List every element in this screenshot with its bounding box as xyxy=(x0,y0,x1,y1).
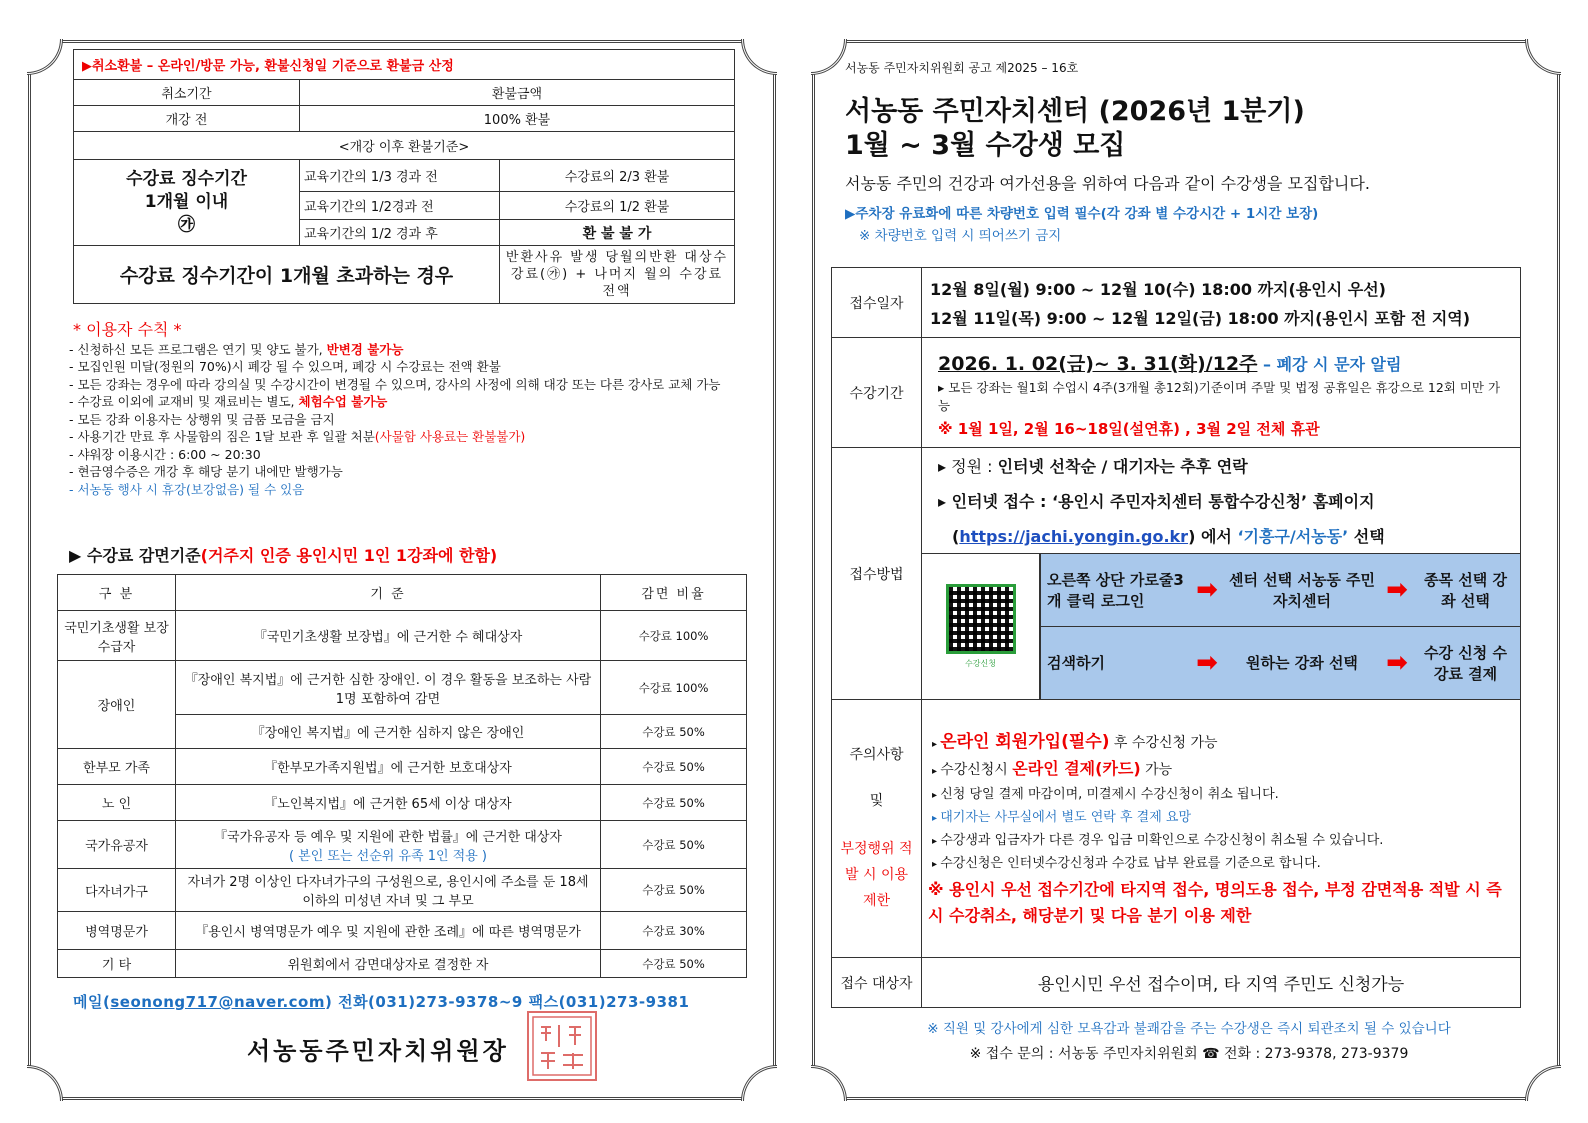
refund-header: ▶취소환불 – 온라인/방문 가능, 환불신청일 기준으로 환불금 산정 xyxy=(74,50,735,80)
step-pay: 수강 신청 수강료 결제 xyxy=(1424,643,1507,683)
target-value: 용인시민 우선 접수이며, 타 지역 주민도 신청가능 xyxy=(922,958,1521,1008)
inquiry-line: ※ 접수 문의 : 서농동 주민자치위원회 ☎ 전화 : 273-9378, 273-9379 xyxy=(969,1046,1409,1062)
refund-row-period: 교육기간의 1/2경과 전 xyxy=(300,192,500,220)
table-row: 국민기초생활 보장수급자 『국민기초생활 보장법』에 근거한 수 혜대상자 수강료 100% xyxy=(58,611,747,661)
table-row: 한부모 가족 『한부모가족지원법』에 근거한 보호대상자 수강료 50% xyxy=(58,749,747,785)
caution-item: ▸ 신청 당일 결제 마감이며, 미결제시 수강신청이 취소 됩니다. xyxy=(922,781,1520,804)
list-item: - 서농동 행사 시 휴강(보강없음) 될 수 있음 xyxy=(65,481,745,499)
discount-title: ▶ 수강료 감면기준(거주지 인증 용인시민 1인 1강좌에 한함) xyxy=(69,546,498,565)
reception-line-1: 12월 8일(월) 9:00 ~ 12월 10(수) 18:00 까지(용인시 우선) xyxy=(930,279,1386,299)
website-link[interactable]: https://jachi.yongin.go.kr xyxy=(959,527,1189,546)
page-title: 서농동 주민자치센터 (2026년 1분기) 1월 ~ 3월 수강생 모집 xyxy=(845,96,1305,161)
table-row: 병역명문가 『용인시 병역명문가 예우 및 지원에 관한 조례』에 따른 병역명문가 수강료 30% xyxy=(58,912,747,950)
step-row xyxy=(1041,554,1520,627)
reception-line-2: 12월 11일(목) 9:00 ~ 12월 12일(금) 18:00 까지(용인시 포함 전 지역) xyxy=(930,308,1471,328)
list-item: - 신청하신 모든 프로그램은 연기 및 양도 불가, 반변경 불가능 xyxy=(65,341,745,359)
refund-row-value: 수강료의 2/3 환불 xyxy=(500,160,735,192)
web-line: ▸ 인터넷 접수 : ‘용인시 주민자치센터 통합수강신청’ 홈페이지 xyxy=(938,492,1375,511)
period-note: ▸ 모든 강좌는 월1회 수업시 4주(3개월 총12회)기준이며 주말 및 법정 공휴일은 휴강으로 12회 미만 가능 xyxy=(938,379,1501,413)
caution-item: ▸ 수강신청은 인터넷수강신청과 수강료 납부 완료를 기준으로 합니다. xyxy=(922,850,1520,873)
caution-item: ▸ 수강생과 입금자가 다른 경우 입금 미확인으로 수강신청이 취소될 수 있습니다. xyxy=(922,827,1520,850)
method-label: 접수방법 xyxy=(832,448,922,700)
user-rules xyxy=(65,321,745,498)
refund-row-period: 교육기간의 1/3 경과 전 xyxy=(300,160,500,192)
info-table xyxy=(831,267,1521,1008)
over-month-value: 반환사유 발생 당월의반환 대상수강료(㉮) + 나머지 월의 수강료 전액 xyxy=(500,246,735,304)
col-rate: 감면 비율 xyxy=(601,575,747,611)
reception-label: 접수일자 xyxy=(832,268,922,338)
signature: 서농동주민자치위원장 xyxy=(247,1037,509,1065)
list-item: - 사용기간 만료 후 사물함의 짐은 1달 보관 후 일괄 처분(사물함 사용료는 환불불가) xyxy=(65,428,745,446)
after-title: <개강 이후 환불기준> xyxy=(74,132,735,160)
arrow-right-icon: ➡ xyxy=(1386,647,1408,678)
caution-item: ▸ 대기자는 사무실에서 별도 연락 후 결제 요망 xyxy=(922,804,1520,827)
left-panel xyxy=(28,40,776,1100)
step-select: 원하는 강좌 선택 xyxy=(1246,654,1358,673)
list-item: - 모든 강좌 이용자는 상행위 및 금품 모금을 금지 xyxy=(65,411,745,429)
list-item: - 모든 강좌는 경우에 따라 강의실 및 수강시간이 변경될 수 있으며, 강사의 사정에 의해 대강 또는 다른 강사로 교체 가능 xyxy=(65,376,745,394)
table-row: 기 타 위원회에서 감면대상자로 결정한 자 수강료 50% xyxy=(58,950,747,978)
official-seal xyxy=(527,1011,597,1081)
user-rules-title: * 이용자 수칙 * xyxy=(73,320,182,339)
fraud-warning: ※ 용인시 우선 접수기간에 타지역 접수, 명의도용 접수, 부정 감면적용 적발 시 즉시 수강취소, 해당분기 및 다음 분기 이용 제한 xyxy=(928,879,1502,925)
steps-section xyxy=(922,553,1520,699)
table-row: 『장애인 복지법』에 근거한 심하지 않은 장애인 수강료 50% xyxy=(58,715,747,749)
intro-text: 서농동 주민의 건강과 여가선용을 위하여 다음과 같이 수강생을 모집합니다. xyxy=(845,174,1370,193)
table-row: 국가유공자 『국가유공자 등 예우 및 지원에 관한 법률』에 근거한 대상자 ( 본인 또는 선순위 유족 1인 적용 ) 수강료 50% xyxy=(58,821,747,869)
user-rules-list xyxy=(65,341,745,499)
col-criteria: 기 준 xyxy=(176,575,601,611)
list-item: - 현금영수증은 개강 후 해당 분기 내에만 발행가능 xyxy=(65,463,745,481)
within-label-1: 수강료 징수기간 xyxy=(126,169,247,189)
refund-row-period: 교육기간의 1/2 경과 후 xyxy=(300,220,500,246)
right-panel xyxy=(812,40,1560,1100)
holiday-notice: ※ 1월 1일, 2월 16~18일(설연휴) , 3월 2일 전체 휴관 xyxy=(938,419,1320,438)
step-login: 오른쪽 상단 가로줄3개 클릭 로그인 xyxy=(1047,570,1184,610)
over-month-label: 수강료 징수기간이 1개월 초과하는 경우 xyxy=(74,246,500,304)
within-mark: ㉮ xyxy=(178,215,195,235)
table-row: 장애인 『장애인 복지법』에 근거한 심한 장애인. 이 경우 활동을 보조하는 사람 1명 포함하여 감면 수강료 100% xyxy=(58,661,747,715)
refund-row-value: 환 불 불 가 xyxy=(500,220,735,246)
arrow-right-icon: ➡ xyxy=(1386,574,1408,605)
caution-item: ▸ 수강신청시 온라인 결제(카드) 가능 xyxy=(922,754,1520,781)
parking-notice: ▶주차장 유료화에 따른 차량번호 입력 필수(각 강좌 별 수강시간 + 1시간 보장) ※ 차량번호 입력 시 띄어쓰기 금지 xyxy=(845,206,1319,244)
step-course: 종목 선택 강좌 선택 xyxy=(1424,570,1507,610)
before-label: 개강 전 xyxy=(74,106,300,132)
arrow-right-icon: ➡ xyxy=(1196,574,1218,605)
refund-row-value: 수강료의 1/2 환불 xyxy=(500,192,735,220)
email-link[interactable]: seonong717@naver.com xyxy=(110,993,325,1011)
refund-table xyxy=(73,49,735,304)
list-item: - 샤워장 이용시간 : 6:00 ~ 20:30 xyxy=(65,446,745,464)
col-period: 취소기간 xyxy=(74,80,300,106)
steps-diagram xyxy=(1040,554,1520,699)
col-type: 구 분 xyxy=(58,575,176,611)
period-label: 수강기간 xyxy=(832,338,922,448)
within-month-cell xyxy=(74,160,300,246)
list-item: - 모집인원 미달(정원의 70%)시 폐강 될 수 있으며, 폐강 시 수강료는 전액 환불 xyxy=(65,358,745,376)
qr-code-icon xyxy=(946,584,1016,654)
step-search: 검색하기 xyxy=(1047,654,1105,673)
within-label-2: 1개월 이내 xyxy=(144,192,229,212)
quota-line: ▸ 정원 : 인터넷 선착순 / 대기자는 추후 연락 xyxy=(938,457,1248,476)
discount-table xyxy=(57,574,747,978)
step-row xyxy=(1041,627,1520,700)
arrow-right-icon: ➡ xyxy=(1196,647,1218,678)
list-item: - 수강료 이외에 교재비 및 재료비는 별도, 체험수업 불가능 xyxy=(65,393,745,411)
contact-line: 메일(seonong717@naver.com) 전화(031)273-9378~9 팩스(031)273-9381 xyxy=(73,993,690,1011)
target-label: 접수 대상자 xyxy=(832,958,922,1008)
url-line: (https://jachi.yongin.go.kr) 에서 ‘기흥구/서농동’ 선택 xyxy=(952,527,1385,546)
period-main: 2026. 1. 02(금)~ 3. 31(화)/12주 – 폐강 시 문자 알림 xyxy=(938,352,1402,375)
caution-label: 주의사항 및 부정행위 적발 시 이용제한 xyxy=(832,700,922,958)
before-value: 100% 환불 xyxy=(300,106,735,132)
step-center: 센터 선택 서농동 주민자치센터 xyxy=(1228,570,1376,610)
col-amount: 환불금액 xyxy=(300,80,735,106)
table-row: 노 인 『노인복지법』에 근거한 65세 이상 대상자 수강료 50% xyxy=(58,785,747,821)
table-row: 다자녀가구 자녀가 2명 이상인 다자녀가구의 구성원으로, 용인시에 주소를 둔 18세 이하의 미성년 자녀 및 그 부모 수강료 50% xyxy=(58,869,747,912)
staff-warning: ※ 직원 및 강사에게 심한 모욕감과 불쾌감을 주는 수강생은 즉시 퇴관조치 될 수 있습니다 xyxy=(927,1021,1451,1037)
qr-caption: 수강신청 xyxy=(965,659,996,668)
caution-item: ▸ 온라인 회원가입(필수) 후 수강신청 가능 xyxy=(922,725,1520,754)
notice-number: 서농동 주민자치위원회 공고 제2025 – 16호 xyxy=(845,61,1079,75)
qr-code[interactable] xyxy=(922,554,1040,699)
